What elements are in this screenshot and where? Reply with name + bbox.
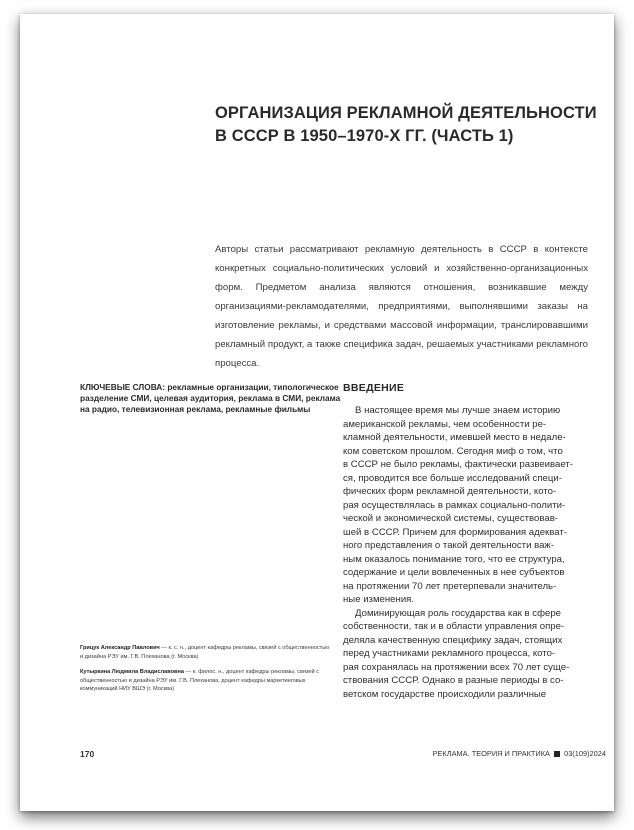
body-line: В настоящее время мы лучше знаем историю <box>355 405 561 416</box>
body-line: деляла качественную специфику задач, стоящих <box>343 634 563 646</box>
square-bullet-icon <box>554 751 560 757</box>
body-line: ся, проводится все больше исследований специ- <box>343 472 562 484</box>
body-line: рая осуществлялась в рамках социально-полити- <box>343 499 566 511</box>
body-line: на протяжении 70 лет претерпевали значитель- <box>343 580 557 592</box>
author-info <box>80 644 330 701</box>
body-line: шей в СССР. Причем для формирования адекват- <box>343 526 567 538</box>
author-entry <box>80 644 330 661</box>
journal-name: РЕКЛАМА. ТЕОРИЯ И ПРАКТИКА <box>432 749 550 758</box>
article-title <box>215 102 605 148</box>
body-line: рая сохранялась на протяжении всех 70 лет суще- <box>343 661 570 673</box>
body-line: Доминирующая роль государства как в сфере <box>355 607 561 619</box>
body-text <box>343 404 605 701</box>
section-heading: ВВЕДЕНИЕ <box>343 382 405 394</box>
body-line: перед участниками рекламного процесса, кото- <box>343 648 556 659</box>
body-line: в СССР не было рекламы, фактически развеивает- <box>343 459 573 470</box>
body-line: ные изменения. <box>343 594 415 605</box>
title-line-1: ОРГАНИЗАЦИЯ РЕКЛАМНОЙ ДЕЯТЕЛЬНОСТИ <box>215 104 597 122</box>
body-line: собственности, так и в области управления опре- <box>343 621 565 632</box>
body-line: американской рекламы, чем особенности ре- <box>343 418 547 430</box>
intro-section <box>343 382 605 701</box>
author-affiliation: — к. с. н., доцент кафедры рекламы, связей с общественностью и дизайна РЭУ им. Г.В. Плеханова (г. Москва) <box>80 645 330 660</box>
journal-issue: 03(109)2024 <box>564 749 606 758</box>
keywords: КЛЮЧЕВЫЕ СЛОВА: рекламные организации, типологическое разделение СМИ, целевая аудитория, реклама в СМИ, реклама на радио, телевизионная реклама, рекламные фильмы <box>80 382 341 415</box>
body-line: фических форм рекламной деятельности, кото- <box>343 486 557 497</box>
body-line: ствования СССР. Однако в разные периоды в со- <box>343 675 564 686</box>
body-line: ветском государстве происходили различные <box>343 688 547 700</box>
body-line: ческой и экономической системы, существовав- <box>343 513 558 524</box>
title-line-2: В СССР В 1950–1970-Х ГГ. (ЧАСТЬ 1) <box>215 127 514 145</box>
body-line: ком советском прошлом. Сегодня миф о том, что <box>343 445 563 457</box>
author-name: Грицук Александр Павлович <box>80 645 160 651</box>
article-page <box>20 14 614 811</box>
author-affiliation: — к. филос. н., доцент кафедры рекламы, связей с общественностью и дизайна РЭУ им. Г.В. Плеханова, доцент кафедры маркетинговых коммуникаций НИУ ВШЭ (г. Москва) <box>80 669 320 692</box>
body-line: ным оказалось понимание того, что ее структура, <box>343 553 565 565</box>
abstract: Авторы статьи рассматривают рекламную деятельность в СССР в контексте конкретных социально-политических условий и хозяйственно-организационных форм. Предметом анализа являются отношения, возникавшие между организациями-рекламодателями, предприятиями, выполнявшими заказы на изготовление рекламы, и средствами массовой информации, транслировавшими рекламный продукт, а также специфика задач, решаемых участниками рекламного процесса. <box>215 244 588 369</box>
body-line: кламной деятельности, имевшей место в недале- <box>343 432 566 443</box>
author-name: Кутыркина Людмила Владиславовна <box>80 669 184 675</box>
author-entry <box>80 668 330 694</box>
body-line: содержание и цели вовлеченных в нее субъектов <box>343 567 565 578</box>
page-number: 170 <box>80 749 95 759</box>
body-line: ного представления о такой деятельности важ- <box>343 540 555 551</box>
journal-footer <box>426 749 606 758</box>
